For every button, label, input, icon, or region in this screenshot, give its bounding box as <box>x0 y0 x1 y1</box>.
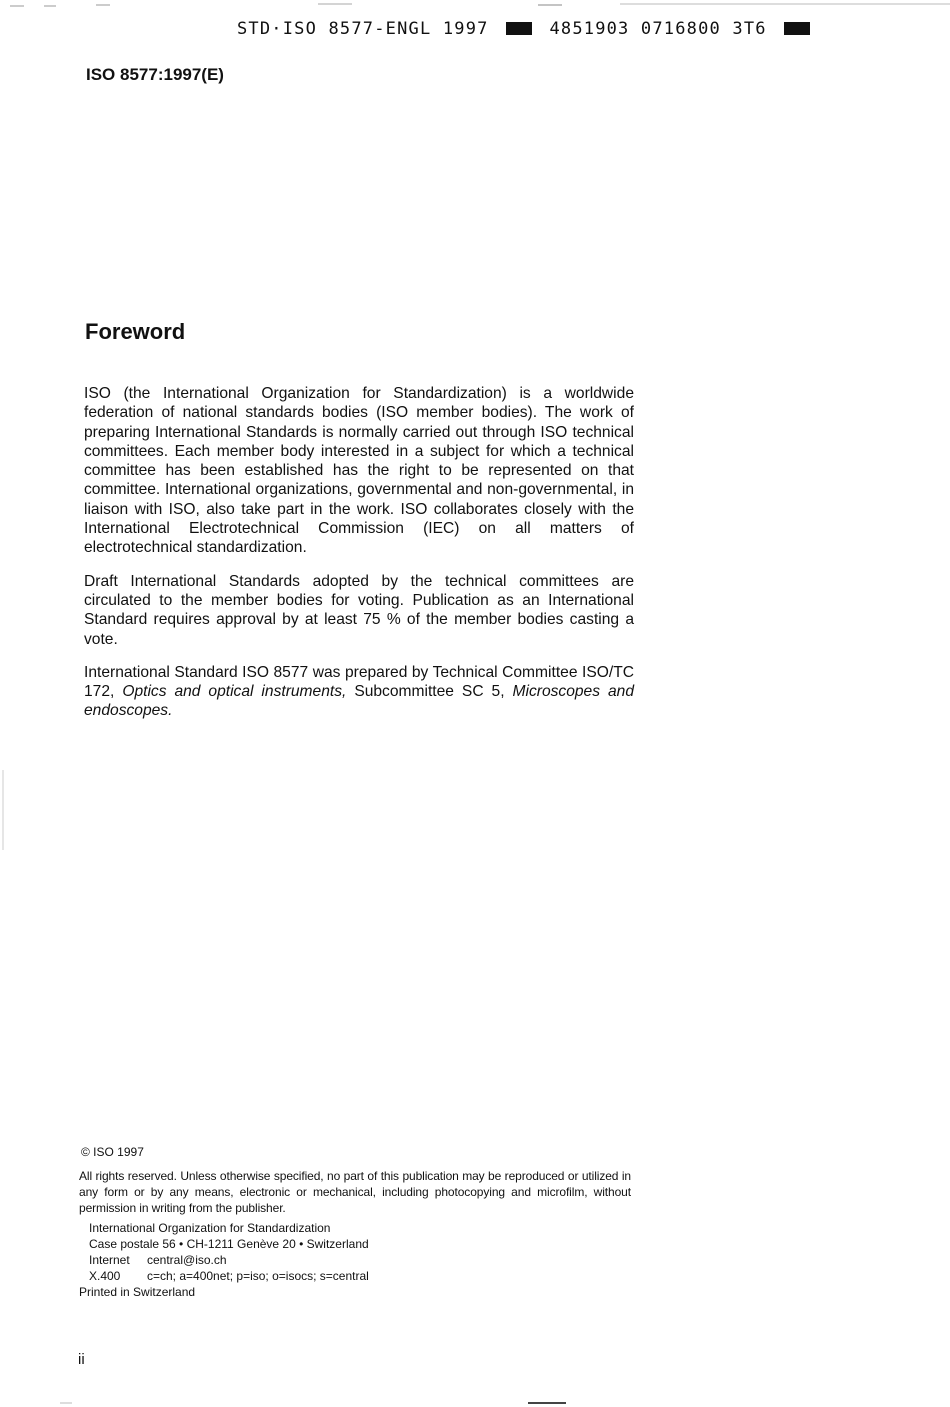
barcode-block <box>506 22 532 35</box>
document-id: ISO 8577:1997(E) <box>86 65 224 84</box>
barcode-block-end <box>784 22 810 35</box>
internet-line <box>89 1252 631 1268</box>
para3-subcommittee: Subcommittee SC 5, <box>354 683 505 701</box>
org-name: International Organization for Standardization <box>89 1221 331 1235</box>
foreword-body <box>84 384 634 735</box>
page-title: Foreword <box>85 319 186 344</box>
printed-in: Printed in Switzerland <box>79 1285 196 1299</box>
code-middle: 4851903 0716800 3T6 <box>549 19 767 39</box>
x400-label: X.400 <box>89 1269 121 1283</box>
para3-subcommittee-title: Microscopes and endoscopes. <box>84 683 634 720</box>
document-code-header <box>237 19 816 39</box>
rights-statement: All rights reserved. Unless otherwise specified, no part of this publication may be reproduced or utilized in any form or by any means, electronic or mechanical, including photocopying and microfilm, without permission in writing from the publisher. <box>79 1169 631 1215</box>
code-left: STD·ISO 8577-ENGL 1997 <box>237 19 489 39</box>
para3-committee-title: Optics and optical instruments, <box>122 683 347 701</box>
para3-start: International Standard ISO 8577 was prepared by Technical Committee ISO/TC 172, <box>84 663 634 701</box>
x400-value: c=ch; a=400net; p=iso; o=isocs; s=central <box>147 1269 369 1283</box>
internet-value: central@iso.ch <box>147 1253 227 1267</box>
foreword-paragraph-1: ISO (the International Organization for Standardization) is a worldwide federation of national standards bodies (ISO member bodies). The work of preparing International Standards is normally carried out through ISO technical committees. Each member body interested in a subject for which a technical committee has been established has the right to be represented on that committee. International organizations, governmental and non-governmental, in liaison with ISO, also take part in the work. ISO collaborates closely with the International Electrotechnical Commission (IEC) on all matters of electrotechnical standardization. <box>84 385 634 557</box>
x400-line <box>89 1268 631 1284</box>
postal-address: Case postale 56 • CH-1211 Genève 20 • Switzerland <box>89 1237 369 1251</box>
page-number: ii <box>78 1351 85 1368</box>
foreword-paragraph-2: Draft International Standards adopted by the technical committees are circulated to the member bodies for voting. Publication as an International Standard requires approval by at least 75 % of the member bodies casting a vote. <box>84 572 634 648</box>
copyright-block <box>79 1144 631 1300</box>
foreword-paragraph-3 <box>84 663 634 721</box>
copyright-line: © ISO 1997 <box>81 1145 144 1159</box>
internet-label: Internet <box>89 1253 130 1267</box>
